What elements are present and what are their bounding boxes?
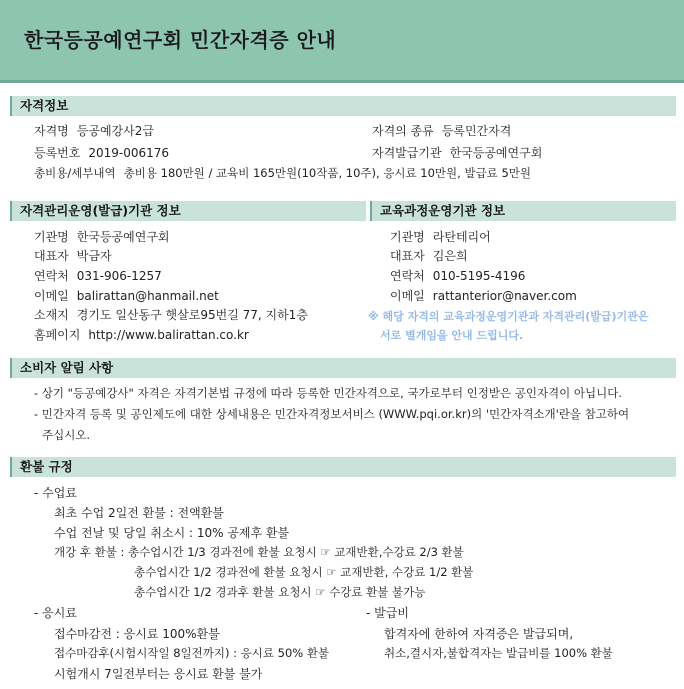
refund-exam-2: 접수마감후(시험시작일 8일전까지) : 응시료 50% 환불 [54,646,330,660]
mgmt-rep-label: 대표자 [34,249,69,263]
refund-tuition-head: - 수업료 [34,486,77,500]
refund-tuition-5: 총수업시간 1/2 경과후 환불 요청시 ☞ 수강료 환불 불가능 [134,585,426,599]
section-bar-qualification [10,96,676,116]
mgmt-tel-value: 031-906-1257 [76,269,162,283]
consumer-line2: - 민간자격 등록 및 공인제도에 대한 상세내용은 민간자격정보서비스 (WWW.pqi.or.kr)의 '민간자격소개'란을 참고하여 [34,407,630,421]
qual-name-value: 등공예강사2급 [76,124,154,138]
edu-rep-row [390,250,468,262]
edu-email-value[interactable]: rattanterior@naver.com [432,289,577,303]
mgmt-rep-row [34,250,112,262]
mgmt-web-row [34,329,249,341]
section-title-qualification: 자격정보 [20,98,69,113]
edu-org-label: 기관명 [390,230,425,244]
qual-reg-value: 2019-006176 [88,146,170,160]
qual-issuer-value: 한국등공예연구회 [449,146,543,160]
edu-email-label: 이메일 [390,289,425,303]
mgmt-rep-value: 박금자 [76,249,112,263]
refund-tuition-2: 수업 전날 및 당일 취소시 : 10% 공제후 환불 [54,526,290,540]
refund-exam-1: 접수마감전 : 응시료 100%환불 [54,627,220,641]
qual-reg-label: 등록번호 [34,146,81,160]
mgmt-org-label: 기관명 [34,230,69,244]
edu-tel-label: 연락처 [390,269,425,283]
consumer-line1: - 상기 "등공예강사" 자격은 자격기본법 규정에 따라 등록한 민간자격으로, 국가로부터 인정받은 공인자격이 아닙니다. [34,386,623,400]
qual-issuer-row [372,147,542,159]
section-bar-education [370,201,676,221]
qual-name-label: 자격명 [34,124,69,138]
qual-name-row [34,125,154,137]
qual-reg-row [34,147,169,159]
edu-email-row [390,290,577,302]
refund-exam-head: - 응시료 [34,606,77,620]
mgmt-addr-value: 경기도 일산동구 햇살로95번길 77, 지하1층 [76,308,308,322]
section-bar-management [10,201,366,221]
mgmt-addr-row [34,309,308,321]
refund-issue-head: - 발급비 [366,606,409,620]
section-title-education: 교육과정운영기관 정보 [380,203,506,218]
page-header [0,0,684,83]
edu-note-line1: ※ 해당 자격의 교육과정운영기관과 자격관리(발급)기관은 [368,310,649,323]
mgmt-org-row [34,231,170,243]
mgmt-web-link[interactable]: http://www.balirattan.co.kr [88,328,249,342]
qual-type-value: 등록민간자격 [441,124,512,138]
refund-tuition-4: 총수업시간 1/2 경과전에 환불 요청시 ☞ 교재반환, 수강료 1/2 환불 [134,565,474,579]
section-title-consumer: 소비자 알림 사항 [20,360,114,375]
edu-org-row [390,231,491,243]
mgmt-email-row [34,290,219,302]
qual-type-label: 자격의 종류 [372,124,434,138]
edu-rep-label: 대표자 [390,249,425,263]
mgmt-email-value[interactable]: balirattan@hanmail.net [76,289,219,303]
refund-exam-3: 시험개시 7일전부터는 응시료 환불 불가 [54,667,263,681]
section-bar-refund [10,457,676,477]
qual-cost-value: 총비용 180만원 / 교육비 165만원(10작품, 10주), 응시료 10만원, 발급료 5만원 [123,166,531,180]
refund-tuition-1: 최초 수업 2일전 환불 : 전액환불 [54,506,224,520]
edu-org-value: 라탄테리어 [432,230,491,244]
mgmt-web-label: 홈페이지 [34,328,81,342]
mgmt-org-value: 한국등공예연구회 [76,230,170,244]
refund-issue-2: 취소,결시자,불합격자는 발급비를 100% 환불 [384,646,613,660]
refund-tuition-3: 개강 후 환불 : 총수업시간 1/3 경과전에 환불 요청시 ☞ 교재반환,수강료 2/3 환불 [54,545,464,559]
mgmt-tel-label: 연락처 [34,269,69,283]
section-title-refund: 환불 규정 [20,459,73,474]
edu-note-line2: 서로 별개임을 안내 드립니다. [380,329,524,342]
refund-issue-1: 합격자에 한하여 자격증은 발급되며, [384,627,574,641]
page-title: 한국등공예연구회 민간자격증 안내 [24,28,337,52]
qual-cost-row [34,168,531,180]
section-title-management: 자격관리운영(발급)기관 정보 [20,203,181,218]
mgmt-addr-label: 소재지 [34,308,69,322]
edu-tel-row [390,270,525,282]
qual-issuer-label: 자격발급기관 [372,146,442,160]
mgmt-tel-row [34,270,162,282]
edu-rep-value: 김은희 [432,249,468,263]
qual-cost-label: 총비용/세부내역 [34,166,116,180]
mgmt-email-label: 이메일 [34,289,69,303]
qual-type-row [372,125,511,137]
section-bar-consumer [10,358,676,378]
edu-tel-value: 010-5195-4196 [432,269,526,283]
consumer-line3: 주십시오. [42,428,91,442]
